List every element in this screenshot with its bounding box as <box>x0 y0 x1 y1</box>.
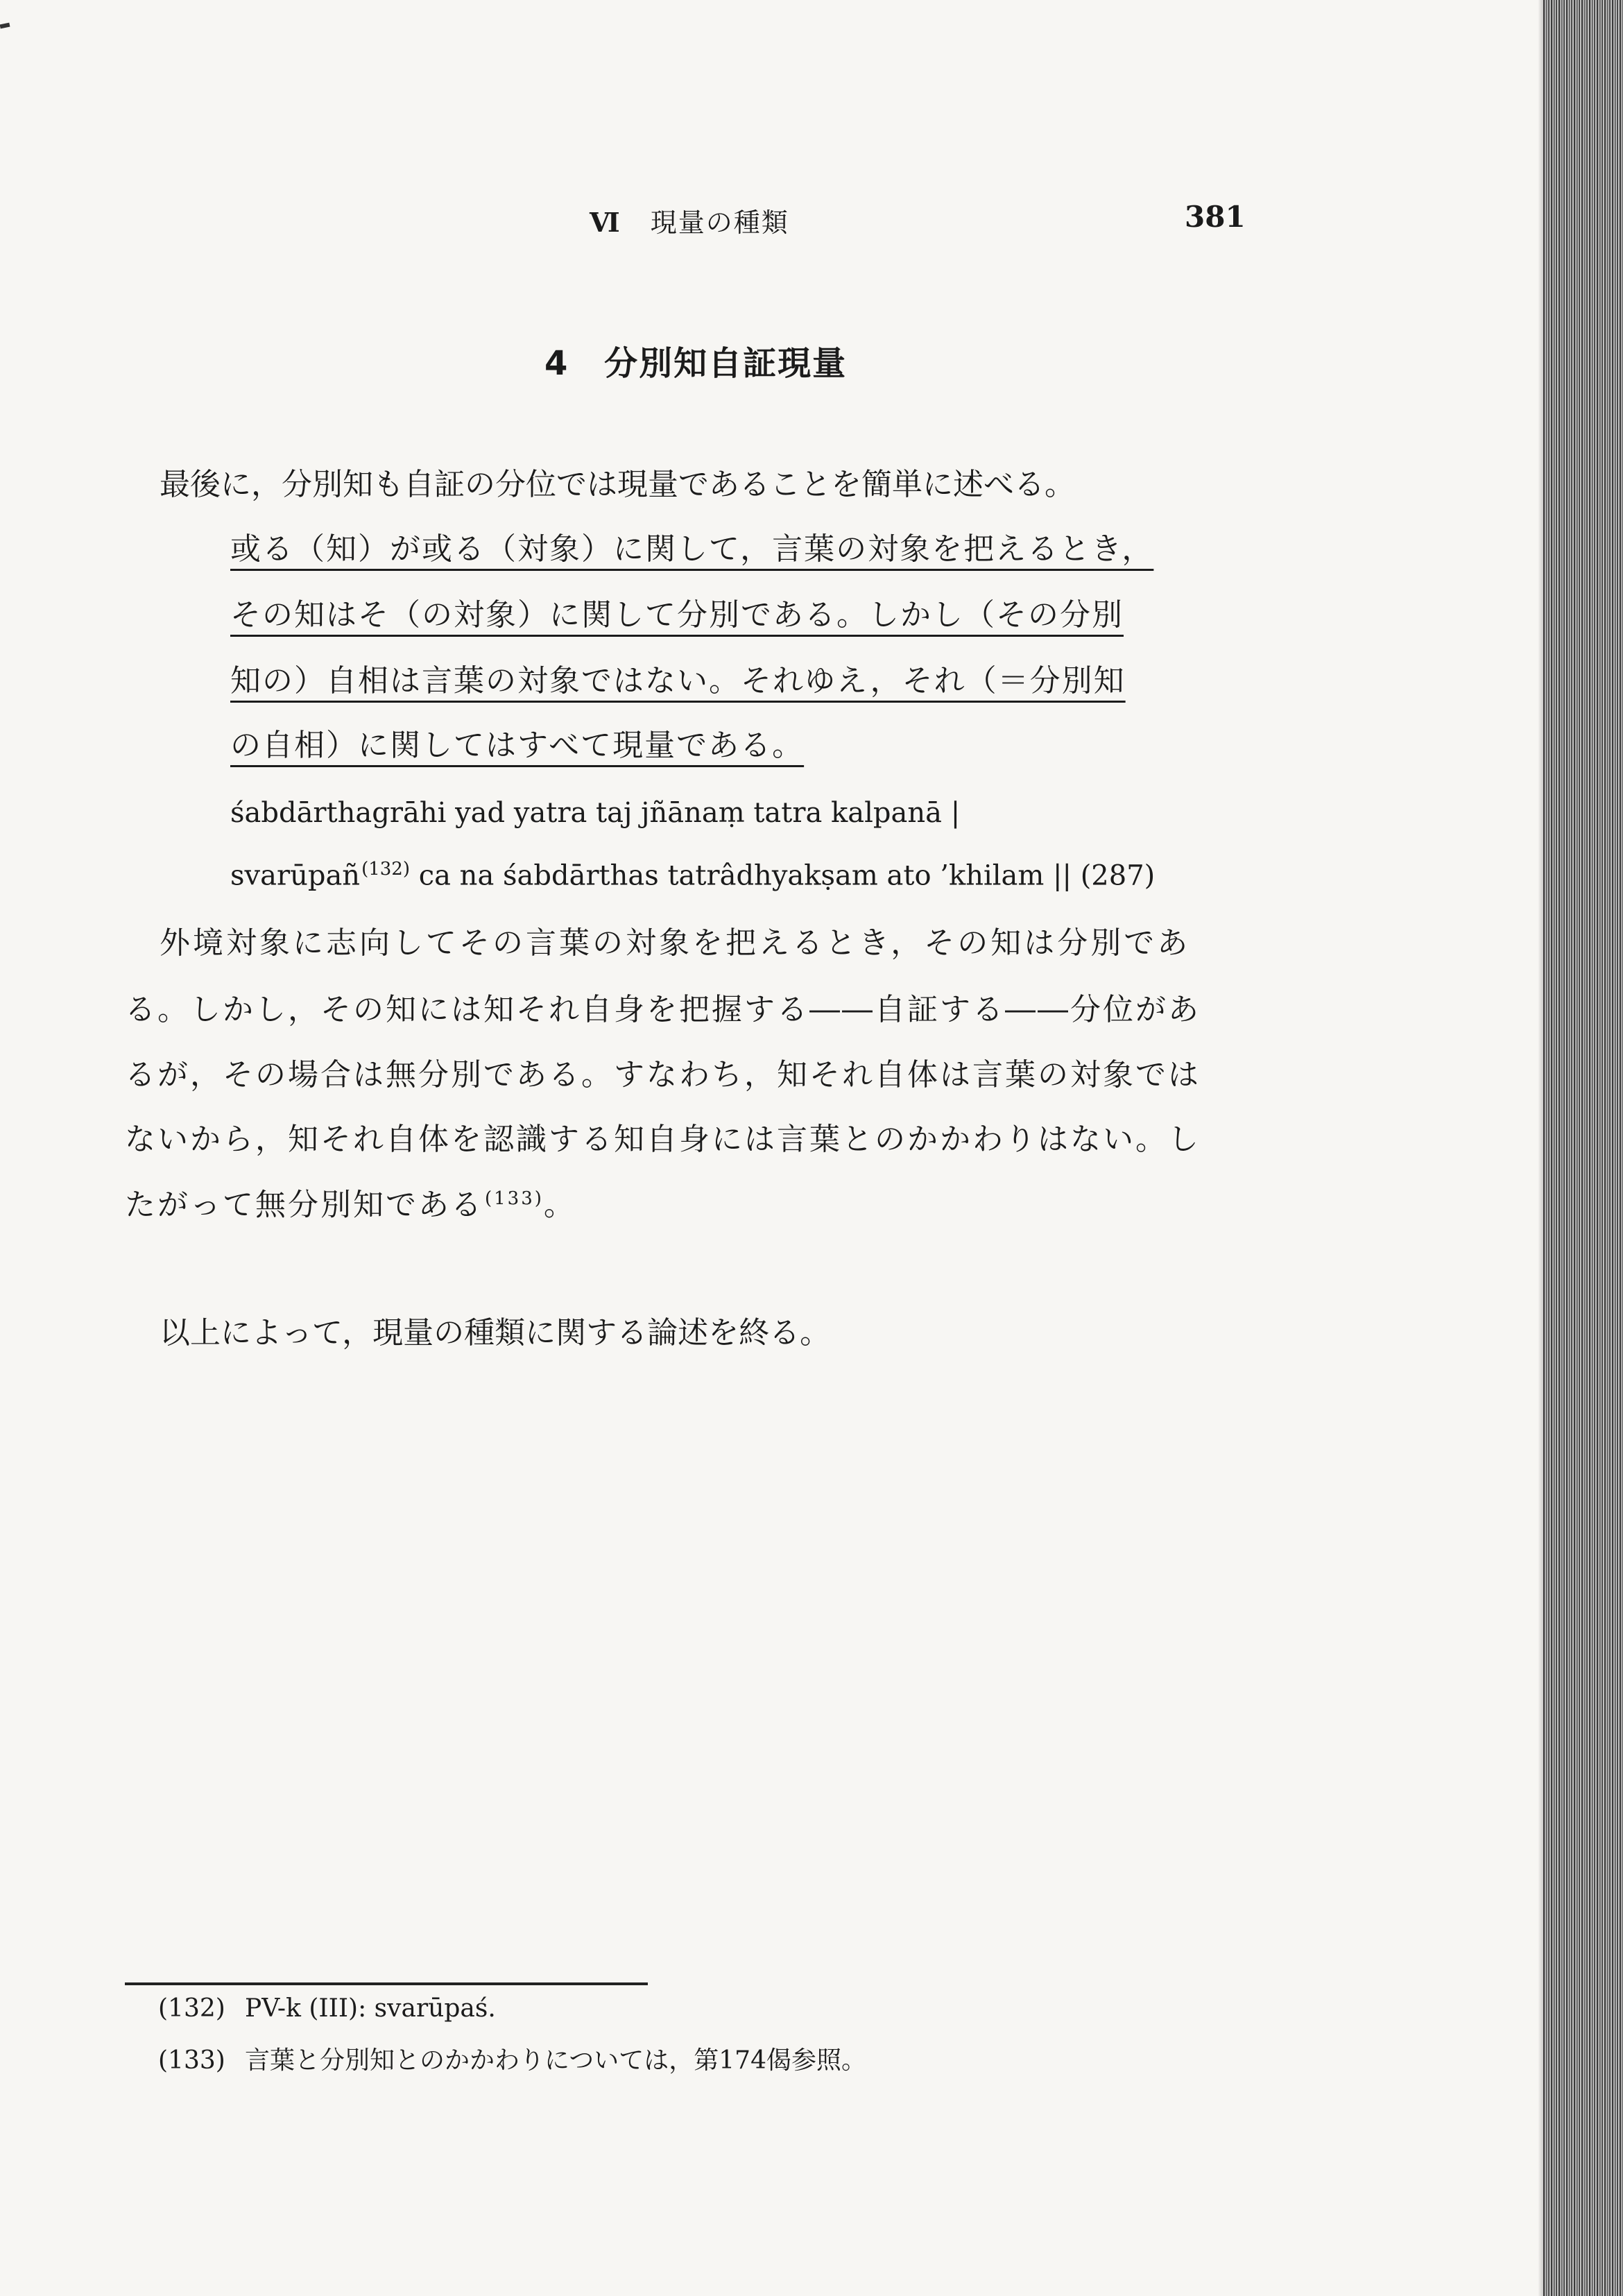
section-title: 分別知自証現量 <box>604 344 848 383</box>
body-line-4: ないから，知それ自体を認識する知自身には言葉とのかかわりはない。し <box>125 1122 1201 1157</box>
footnote-ref-133: (133) <box>485 1188 544 1209</box>
footnote-text: PV-k (III): svarūpaś. <box>245 1994 496 2023</box>
section-number: 4 <box>544 344 569 383</box>
sanskrit-verse-line-2 <box>230 859 1156 892</box>
footnote-ref-132: (132) <box>361 859 410 880</box>
chapter-numeral: Ⅵ <box>590 207 621 238</box>
section-heading <box>544 336 847 384</box>
page-edge-stack <box>1543 0 1623 2296</box>
sanskrit-verse-line-1: śabdārthagrāhi yad yatra taj jñānaṃ tatra kalpanā | <box>230 797 961 829</box>
conclusion-line: 以上によって，現量の種類に関する論述を終る。 <box>160 1315 831 1351</box>
body-last-tail: 。 <box>543 1187 576 1223</box>
sanskrit-rest: ca na śabdārthas tatrâdhyakṣam ato ’khilam || (287) <box>410 859 1156 892</box>
sanskrit-word: svarūpañ <box>230 859 361 892</box>
translation-line-1: 或る（知）が或る（対象）に関して，言葉の対象を把えるとき， <box>230 531 1154 567</box>
chapter-title: 現量の種類 <box>650 207 789 238</box>
footnote-132 <box>158 1994 496 2023</box>
translation-line-3: 知の）自相は言葉の対象ではない。それゆえ，それ（＝分別知 <box>230 663 1126 699</box>
scan-corner-mark <box>0 23 10 29</box>
body-line-1: 外境対象に志向してその言葉の対象を把えるとき，その知は分別であ <box>160 925 1191 961</box>
footnote-text: 言葉と分別知とのかかわりについては，第174偈参照。 <box>245 2046 866 2075</box>
body-last-text: たがって無分別知である <box>125 1187 483 1223</box>
footnote-id: (132) <box>158 1994 225 2023</box>
translation-line-4: の自相）に関してはすべて現量である。 <box>230 728 805 763</box>
footnote-rule <box>125 1982 648 1985</box>
translation-line-2: その知はそ（の対象）に関して分別である。しかし（その分別 <box>230 597 1124 633</box>
body-line-5 <box>125 1187 576 1223</box>
running-head <box>590 201 789 239</box>
footnote-133 <box>158 2041 866 2076</box>
page-number: 381 <box>1185 200 1246 234</box>
body-line-2: る。しかし，その知には知それ自身を把握する――自証する――分位があ <box>125 992 1201 1027</box>
intro-line: 最後に，分別知も自証の分位では現量であることを簡単に述べる。 <box>160 467 1075 502</box>
body-line-3: るが，その場合は無分別である。すなわち，知それ自体は言葉の対象では <box>125 1057 1201 1093</box>
footnote-id: (133) <box>158 2046 225 2075</box>
